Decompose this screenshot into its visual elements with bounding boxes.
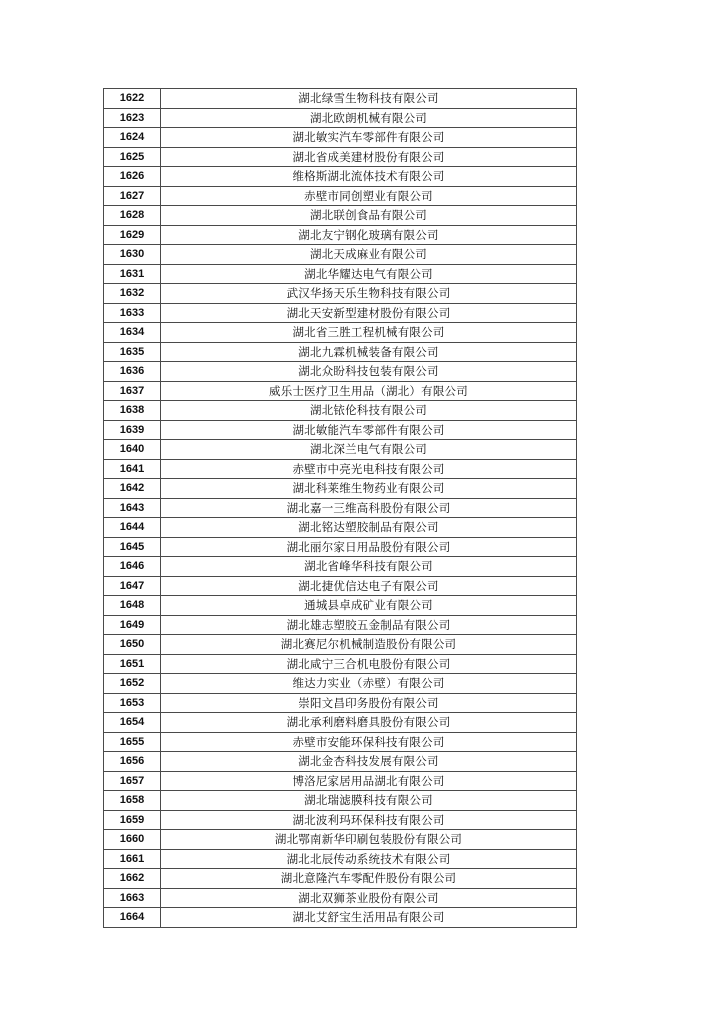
table-row — [104, 830, 577, 850]
row-number: 1655 — [104, 732, 161, 752]
company-name: 湖北深兰电气有限公司 — [161, 440, 577, 460]
company-name: 湖北丽尔家日用品股份有限公司 — [161, 537, 577, 557]
row-number: 1631 — [104, 264, 161, 284]
company-name: 湖北咸宁三合机电股份有限公司 — [161, 654, 577, 674]
row-number: 1639 — [104, 420, 161, 440]
row-number: 1659 — [104, 810, 161, 830]
table-row — [104, 732, 577, 752]
company-name: 湖北敏实汽车零部件有限公司 — [161, 128, 577, 148]
row-number: 1664 — [104, 908, 161, 928]
row-number: 1625 — [104, 147, 161, 167]
table-row — [104, 362, 577, 382]
company-name: 湖北敏能汽车零部件有限公司 — [161, 420, 577, 440]
table-row — [104, 654, 577, 674]
row-number: 1638 — [104, 401, 161, 421]
row-number: 1636 — [104, 362, 161, 382]
company-list-table — [103, 88, 577, 928]
company-name: 湖北欧朗机械有限公司 — [161, 108, 577, 128]
table-row — [104, 186, 577, 206]
company-name: 湖北天安新型建材股份有限公司 — [161, 303, 577, 323]
table-row — [104, 245, 577, 265]
row-number: 1658 — [104, 791, 161, 811]
table-row — [104, 849, 577, 869]
table-row — [104, 303, 577, 323]
row-number: 1630 — [104, 245, 161, 265]
company-name: 湖北双狮茶业股份有限公司 — [161, 888, 577, 908]
table-row — [104, 420, 577, 440]
company-name: 湖北鄂南新华印刷包装股份有限公司 — [161, 830, 577, 850]
row-number: 1632 — [104, 284, 161, 304]
row-number: 1644 — [104, 518, 161, 538]
company-name: 湖北铭达塑胶制品有限公司 — [161, 518, 577, 538]
table-row — [104, 635, 577, 655]
row-number: 1627 — [104, 186, 161, 206]
row-number: 1648 — [104, 596, 161, 616]
table-row — [104, 225, 577, 245]
row-number: 1662 — [104, 869, 161, 889]
row-number: 1622 — [104, 89, 161, 109]
table-row — [104, 479, 577, 499]
row-number: 1637 — [104, 381, 161, 401]
row-number: 1633 — [104, 303, 161, 323]
row-number: 1650 — [104, 635, 161, 655]
table-row — [104, 810, 577, 830]
company-name: 湖北科莱维生物药业有限公司 — [161, 479, 577, 499]
table-row — [104, 323, 577, 343]
row-number: 1652 — [104, 674, 161, 694]
row-number: 1653 — [104, 693, 161, 713]
row-number: 1640 — [104, 440, 161, 460]
table-row — [104, 401, 577, 421]
row-number: 1646 — [104, 557, 161, 577]
table-row — [104, 440, 577, 460]
table-row — [104, 791, 577, 811]
company-name: 维格斯湖北流体技术有限公司 — [161, 167, 577, 187]
company-name: 崇阳文昌印务股份有限公司 — [161, 693, 577, 713]
row-number: 1663 — [104, 888, 161, 908]
table-row — [104, 206, 577, 226]
table-row — [104, 128, 577, 148]
table-row — [104, 888, 577, 908]
company-name: 湖北九霖机械装备有限公司 — [161, 342, 577, 362]
table-row — [104, 693, 577, 713]
row-number: 1624 — [104, 128, 161, 148]
table-row — [104, 381, 577, 401]
company-name: 湖北华耀达电气有限公司 — [161, 264, 577, 284]
company-name: 湖北赛尼尔机械制造股份有限公司 — [161, 635, 577, 655]
table-row — [104, 713, 577, 733]
row-number: 1634 — [104, 323, 161, 343]
company-name: 通城县卓成矿业有限公司 — [161, 596, 577, 616]
row-number: 1642 — [104, 479, 161, 499]
table-row — [104, 89, 577, 109]
row-number: 1651 — [104, 654, 161, 674]
row-number: 1660 — [104, 830, 161, 850]
company-name: 湖北金杏科技发展有限公司 — [161, 752, 577, 772]
company-name: 赤壁市安能环保科技有限公司 — [161, 732, 577, 752]
company-name: 湖北意隆汽车零配件股份有限公司 — [161, 869, 577, 889]
row-number: 1657 — [104, 771, 161, 791]
company-name: 维达力实业（赤壁）有限公司 — [161, 674, 577, 694]
table-row — [104, 342, 577, 362]
company-name: 赤壁市中亮光电科技有限公司 — [161, 459, 577, 479]
company-name: 湖北铱伦科技有限公司 — [161, 401, 577, 421]
company-name: 湖北艾舒宝生活用品有限公司 — [161, 908, 577, 928]
table-row — [104, 459, 577, 479]
company-name: 湖北嘉一三维高科股份有限公司 — [161, 498, 577, 518]
table-row — [104, 147, 577, 167]
table-row — [104, 518, 577, 538]
table-row — [104, 264, 577, 284]
company-name: 湖北省三胜工程机械有限公司 — [161, 323, 577, 343]
table-row — [104, 498, 577, 518]
company-name: 武汉华扬天乐生物科技有限公司 — [161, 284, 577, 304]
company-name: 湖北友宁钢化玻璃有限公司 — [161, 225, 577, 245]
company-name: 湖北瑞滤膜科技有限公司 — [161, 791, 577, 811]
row-number: 1661 — [104, 849, 161, 869]
table-row — [104, 284, 577, 304]
company-name: 湖北绿雪生物科技有限公司 — [161, 89, 577, 109]
table-row — [104, 752, 577, 772]
company-name: 湖北捷优信达电子有限公司 — [161, 576, 577, 596]
row-number: 1654 — [104, 713, 161, 733]
table-row — [104, 167, 577, 187]
company-name: 博洛尼家居用品湖北有限公司 — [161, 771, 577, 791]
company-name: 湖北省成美建材股份有限公司 — [161, 147, 577, 167]
company-name: 威乐士医疗卫生用品（湖北）有限公司 — [161, 381, 577, 401]
company-name: 湖北波利玛环保科技有限公司 — [161, 810, 577, 830]
row-number: 1629 — [104, 225, 161, 245]
table-row — [104, 537, 577, 557]
table-row — [104, 576, 577, 596]
company-name: 湖北北辰传动系统技术有限公司 — [161, 849, 577, 869]
row-number: 1628 — [104, 206, 161, 226]
table-body — [104, 89, 577, 928]
table-row — [104, 908, 577, 928]
table-row — [104, 771, 577, 791]
table-row — [104, 615, 577, 635]
company-name: 湖北承利磨料磨具股份有限公司 — [161, 713, 577, 733]
row-number: 1647 — [104, 576, 161, 596]
table-row — [104, 557, 577, 577]
company-name: 湖北天成麻业有限公司 — [161, 245, 577, 265]
row-number: 1626 — [104, 167, 161, 187]
company-name: 湖北雄志塑胶五金制品有限公司 — [161, 615, 577, 635]
company-name: 湖北联创食品有限公司 — [161, 206, 577, 226]
row-number: 1643 — [104, 498, 161, 518]
row-number: 1645 — [104, 537, 161, 557]
row-number: 1641 — [104, 459, 161, 479]
row-number: 1635 — [104, 342, 161, 362]
table-row — [104, 108, 577, 128]
row-number: 1656 — [104, 752, 161, 772]
row-number: 1623 — [104, 108, 161, 128]
company-name: 湖北众盼科技包装有限公司 — [161, 362, 577, 382]
row-number: 1649 — [104, 615, 161, 635]
company-name: 赤壁市同创塑业有限公司 — [161, 186, 577, 206]
table-row — [104, 596, 577, 616]
company-name: 湖北省峰华科技有限公司 — [161, 557, 577, 577]
table-row — [104, 869, 577, 889]
table-row — [104, 674, 577, 694]
